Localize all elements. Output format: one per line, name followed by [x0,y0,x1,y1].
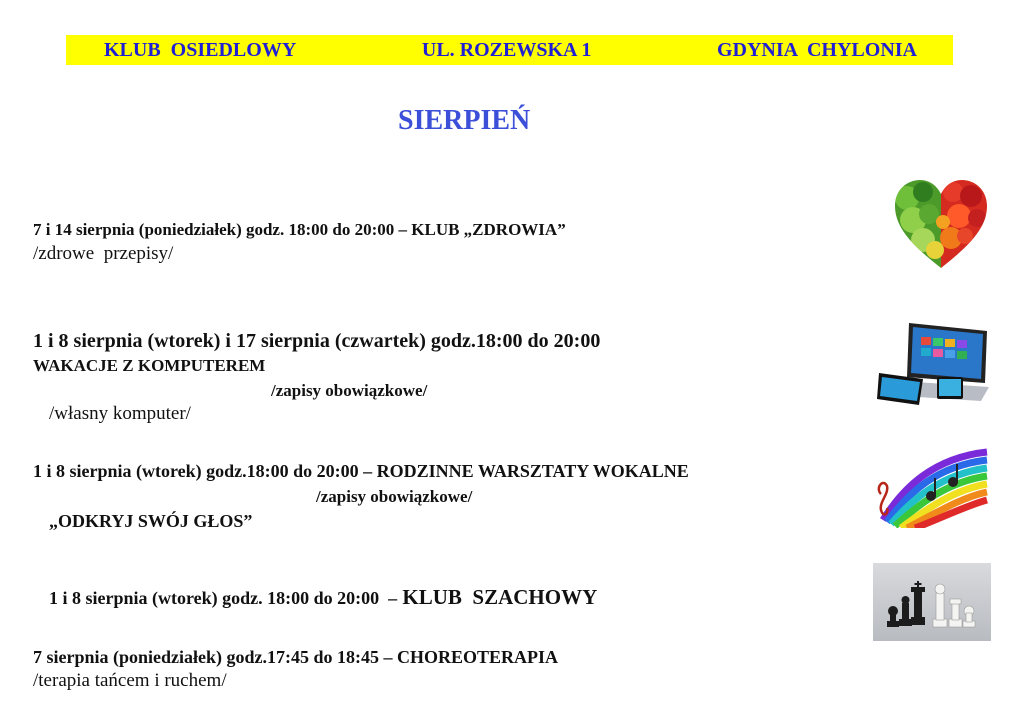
event-note: /terapia tańcem i ruchem/ [33,670,227,691]
event-title: „ODKRYJ SWÓJ GŁOS” [49,511,253,531]
music-notes-icon [873,448,989,528]
header-city: GDYNIA CHYLONIA [716,38,917,61]
event-schedule: 1 i 8 sierpnia (wtorek) i 17 sierpnia (czwartek) godz.18:00 do 20:00 [33,330,601,352]
event-note: /zdrowe przepisy/ [33,243,174,264]
event-schedule: 7 i 14 sierpnia (poniedziałek) godz. 18:00 do 20:00 – KLUB „ZDROWIA” [33,220,566,239]
event-chess-club [33,561,597,636]
event-schedule: 1 i 8 sierpnia (wtorek) godz.18:00 do 20:00 – RODZINNE WARSZTATY WOKALNE [33,461,689,481]
event-schedule: 1 i 8 sierpnia (wtorek) godz. 18:00 do 20:00 – [49,588,398,608]
chess-pieces-icon [873,563,991,641]
computer-devices-icon [877,321,991,407]
event-health-club [33,218,566,266]
heart-vegetables-icon [893,178,989,270]
event-choreotherapy [33,645,558,693]
event-schedule: 7 sierpnia (poniedziałek) godz.17:45 do 18:45 – CHOREOTERAPIA [33,647,559,667]
event-note: /własny komputer/ [49,403,191,424]
event-computer [33,328,601,424]
event-signup-note: /zapisy obowiązkowe/ [316,487,473,506]
header-bar [66,35,953,65]
event-signup-note: /zapisy obowiązkowe/ [271,381,428,400]
month-title: SIERPIEŃ [398,105,531,136]
header-address: UL. ROZEWSKA 1 [421,38,592,61]
event-title: KLUB SZACHOWY [397,585,598,609]
event-vocal-workshop [33,457,689,531]
header-club: KLUB OSIEDLOWY [104,38,297,61]
event-title: WAKACJE Z KOMPUTEREM [33,356,266,375]
